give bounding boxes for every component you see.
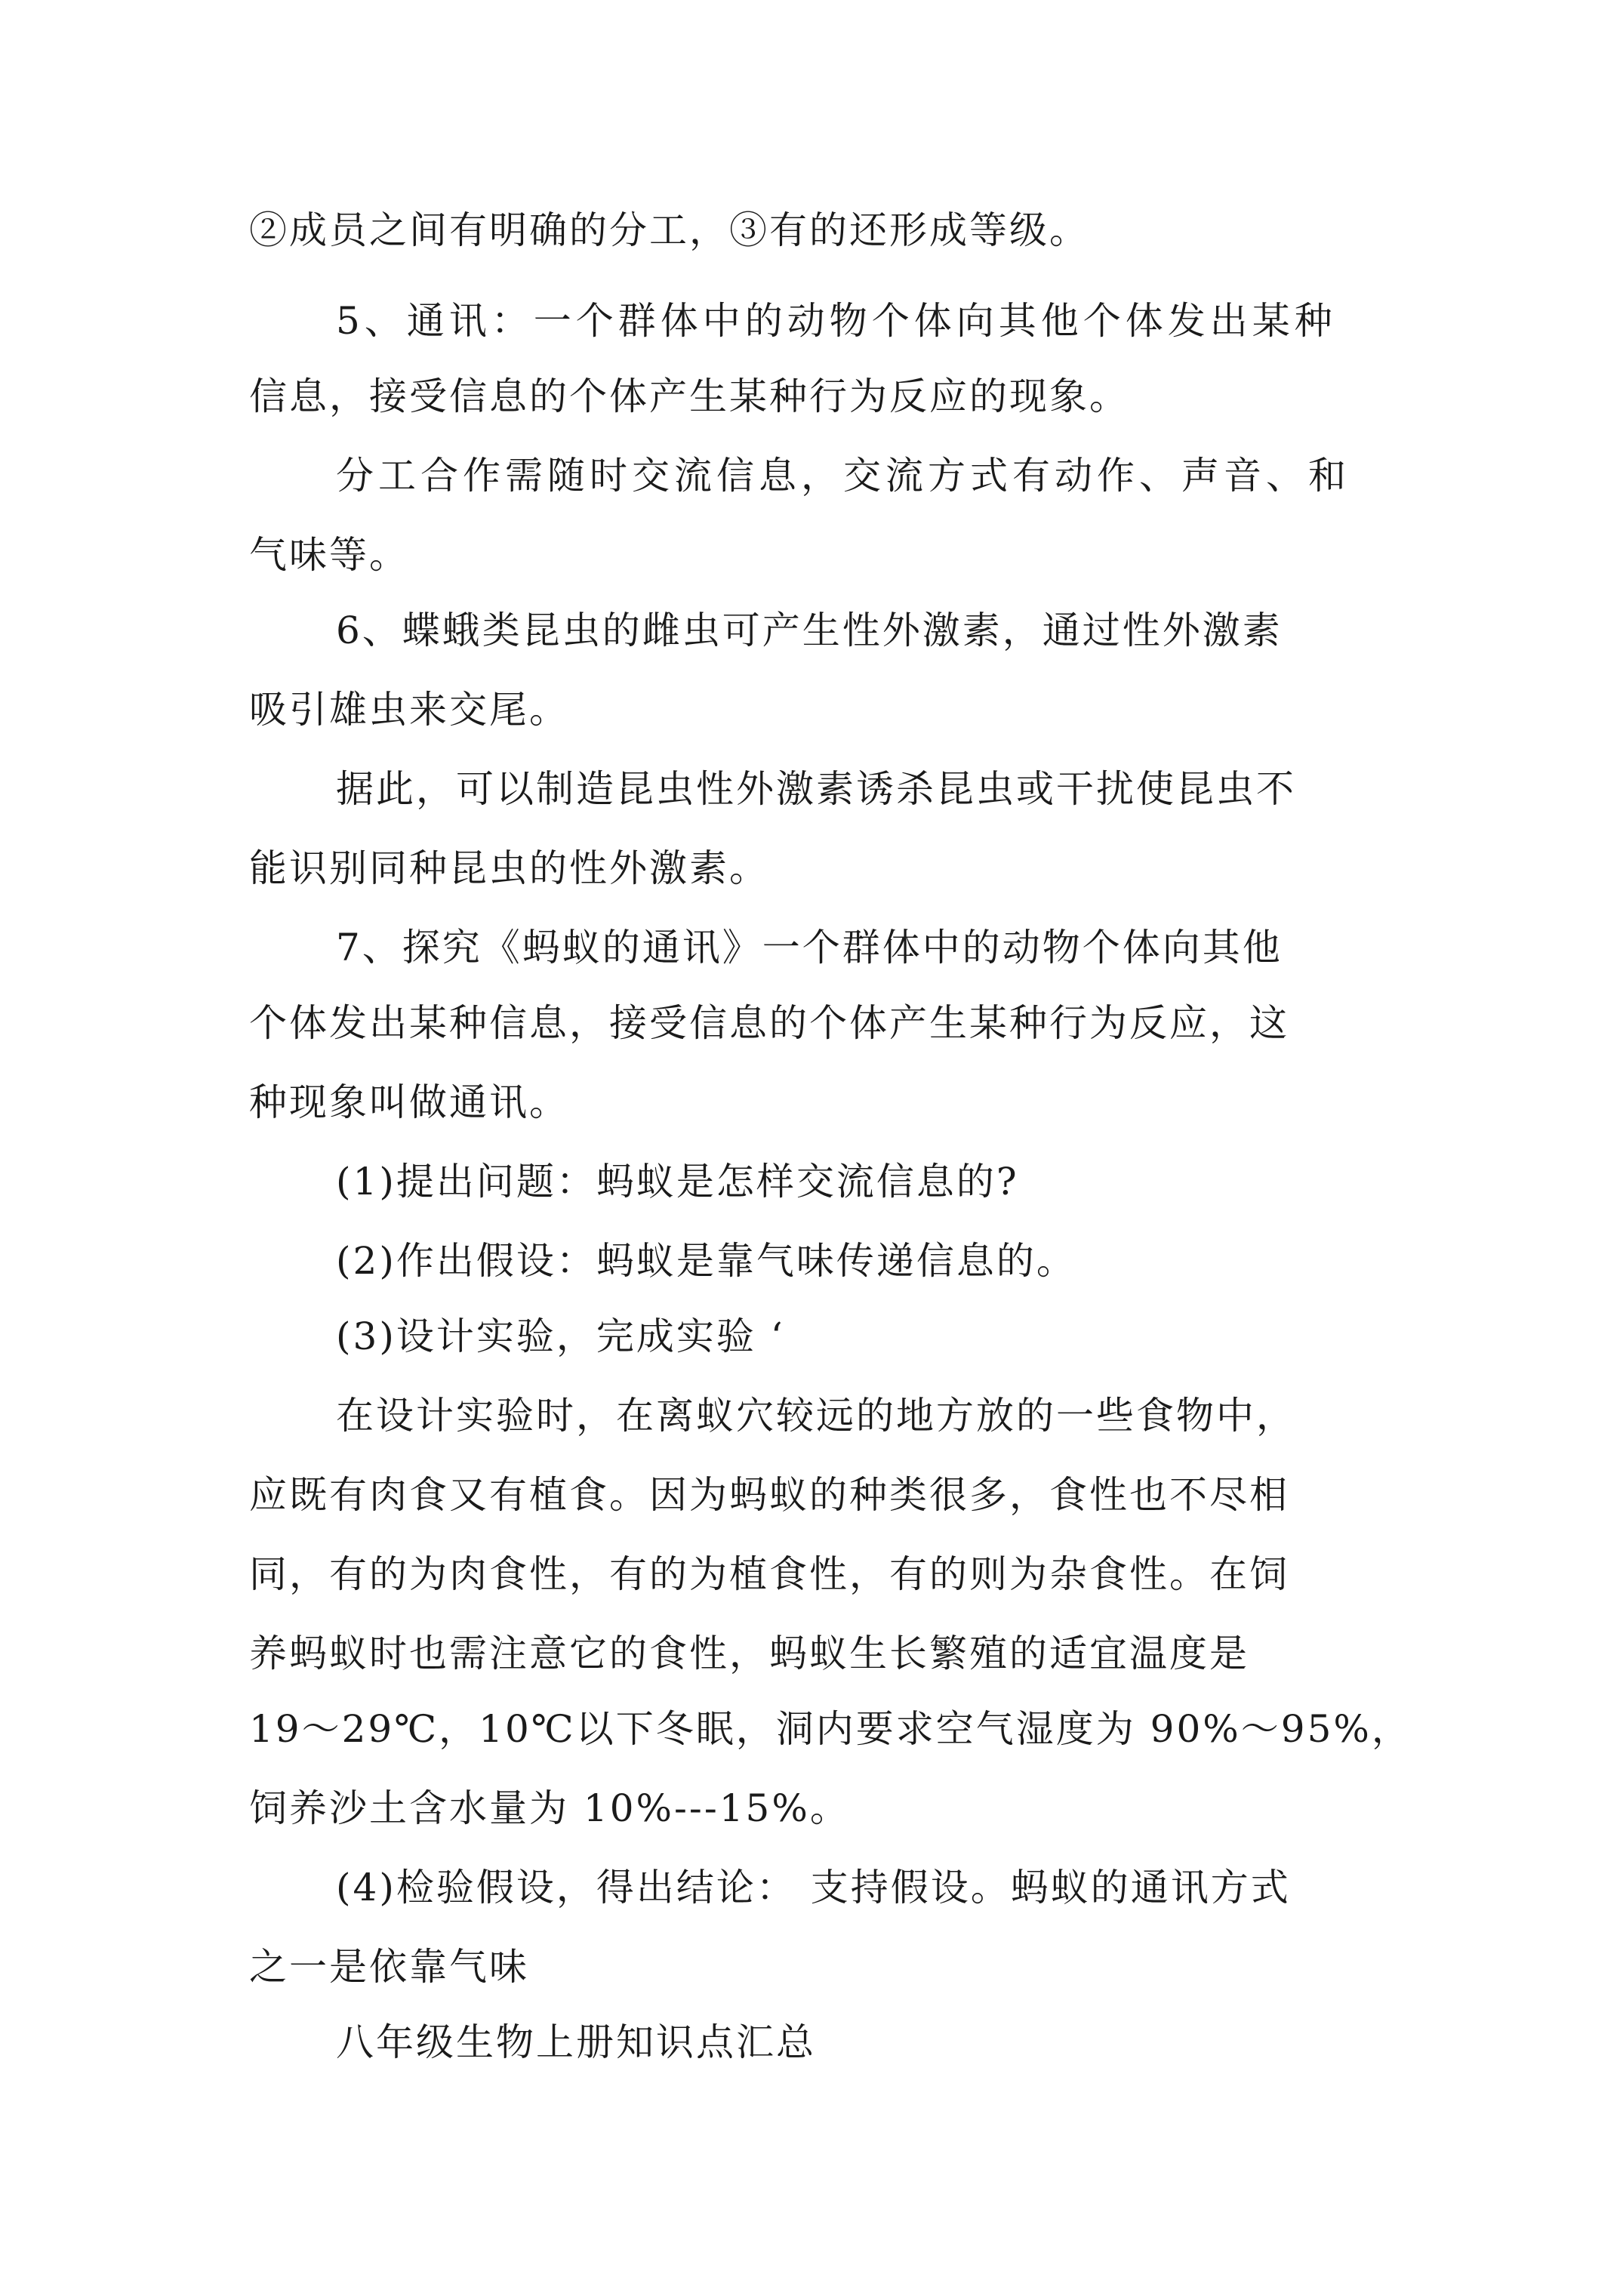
text-line: 据此，可以制造昆虫性外激素诱杀昆虫或干扰使昆虫不 <box>336 767 1296 811</box>
text-line: ②成员之间有明确的分工，③有的还形成等级。 <box>249 208 1089 252</box>
text-line: 之一是依靠气味 <box>249 1945 529 1989</box>
text-line: 6、蝶蛾类昆虫的雌虫可产生性外激素，通过性外激素 <box>336 609 1283 652</box>
text-line: 吸引雄虫来交尾。 <box>249 688 569 732</box>
text-line: 同，有的为肉食性，有的为植食性，有的则为杂食性。在饲 <box>249 1552 1289 1596</box>
text-line: (2)作出假设：蚂蚁是靠气味传递信息的。 <box>336 1239 1076 1283</box>
text-line: 气味等。 <box>249 533 409 577</box>
text-line: 分工合作需随时交流信息，交流方式有动作、声音、和 <box>336 454 1350 498</box>
text-line: (1)提出问题：蚂蚁是怎样交流信息的? <box>336 1160 1019 1203</box>
text-line: 个体发出某种信息，接受信息的个体产生某种行为反应，这 <box>249 1001 1289 1045</box>
text-line: 养蚂蚁时也需注意它的食性，蚂蚁生长繁殖的适宜温度是 <box>249 1632 1249 1675</box>
text-line: 种现象叫做通讯。 <box>249 1080 569 1124</box>
text-line: 5、通讯：一个群体中的动物个体向其他个体发出某种 <box>336 299 1337 343</box>
text-line: (4)检验假设，得出结论： 支持假设。蚂蚁的通讯方式 <box>336 1866 1291 1909</box>
text-line: 应既有肉食又有植食。因为蚂蚁的种类很多，食性也不尽相 <box>249 1473 1289 1517</box>
text-line: 信息，接受信息的个体产生某种行为反应的现象。 <box>249 374 1129 418</box>
text-line: 在设计实验时，在离蚁穴较远的地方放的一些食物中， <box>336 1394 1296 1438</box>
text-line: 饲养沙土含水量为 10%---15%。 <box>249 1786 850 1830</box>
text-line: 八年级生物上册知识点汇总 <box>336 2020 816 2064</box>
text-line: 19～29℃，10℃以下冬眠，洞内要求空气湿度为 90%～95%， <box>249 1707 1412 1751</box>
text-line: 7、探究《蚂蚁的通讯》一个群体中的动物个体向其他 <box>336 926 1283 969</box>
text-line: (3)设计实验，完成实验 ‘ <box>336 1314 785 1358</box>
text-line: 能识别同种昆虫的性外激素。 <box>249 846 769 890</box>
